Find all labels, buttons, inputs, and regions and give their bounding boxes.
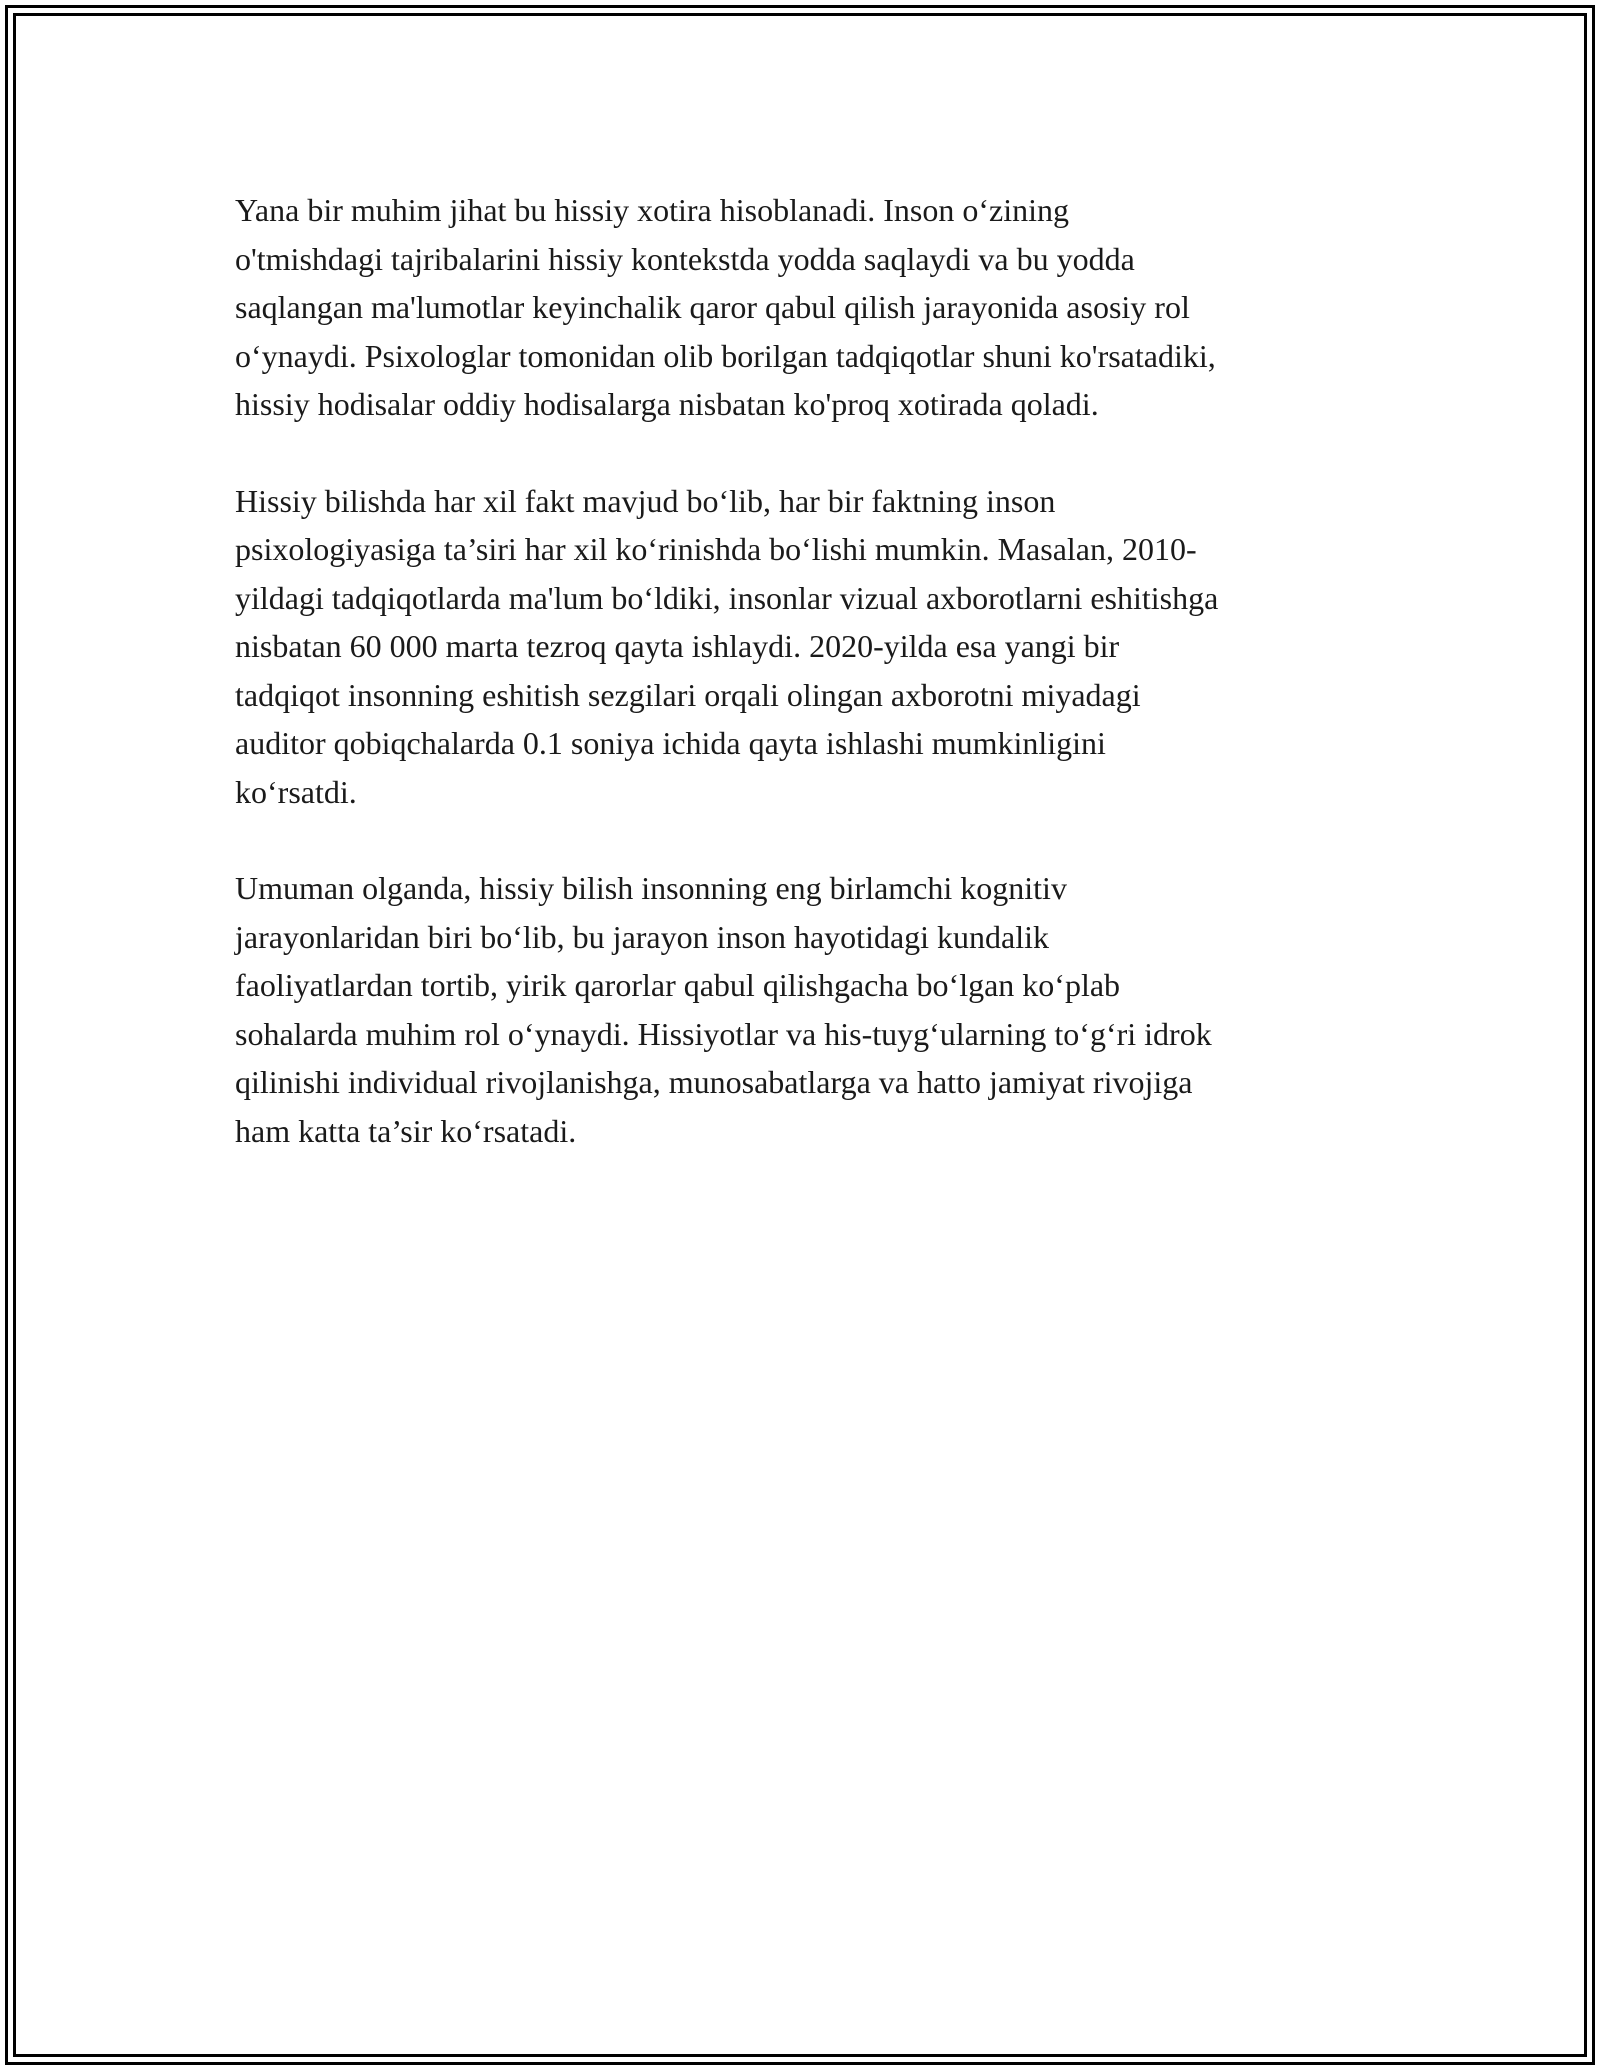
paragraph-sensory-facts — [235, 477, 1380, 817]
paragraph-conclusion — [235, 864, 1380, 1155]
text-line: o‘ynaydi. Psixologlar tomonidan olib borilgan tadqiqotlar shuni ko'rsatadiki, — [235, 337, 1216, 374]
text-line: Hissiy bilishda har xil fakt mavjud bo‘lib, har bir faktning inson — [235, 482, 1056, 519]
text-line: saqlangan ma'lumotlar keyinchalik qaror qabul qilish jarayonida asosiy rol — [235, 289, 1190, 325]
text-line: jarayonlaridan biri bo‘lib, bu jarayon inson hayotidagi kundalik — [235, 918, 1050, 955]
text-line: psixologiyasiga ta’siri har xil ko‘rinishda bo‘lishi mumkin. Masalan, 2010- — [235, 531, 1197, 567]
text-line: Yana bir muhim jihat bu hissiy xotira hisoblanadi. Inson o‘zining — [235, 192, 1070, 228]
text-line: Umuman olganda, hissiy bilish insonning eng birlamchi kognitiv — [235, 870, 1067, 906]
text-line: faoliyatlardan tortib, yirik qarorlar qabul qilishgacha bo‘lgan ko‘plab — [235, 967, 1121, 1003]
text-line: o'tmishdagi tajribalarini hissiy kontekstda yodda saqlaydi va bu yodda — [235, 240, 1135, 277]
text-line: yildagi tadqiqotlarda ma'lum bo‘ldiki, insonlar vizual axborotlarni eshitishga — [235, 579, 1219, 616]
text-line: ham katta ta’sir ko‘rsatadi. — [235, 1112, 577, 1149]
text-line: tadqiqot insonning eshitish sezgilari orqali olingan axborotni miyadagi — [235, 676, 1141, 713]
text-line: nisbatan 60 000 marta tezroq qayta ishlaydi. 2020-yilda esa yangi bir — [235, 628, 1120, 664]
document-body — [235, 186, 1380, 1203]
text-line: auditor qobiqchalarda 0.1 soniya ichida qayta ishlashi mumkinligini — [235, 725, 1106, 761]
text-line: ko‘rsatdi. — [235, 773, 357, 810]
text-line: qilinishi individual rivojlanishga, munosabatlarga va hatto jamiyat rivojiga — [235, 1064, 1193, 1100]
text-line: hissiy hodisalar oddiy hodisalarga nisbatan ko'proq xotirada qoladi. — [235, 386, 1099, 422]
text-line: sohalarda muhim rol o‘ynaydi. Hissiyotlar va his-tuyg‘ularning to‘g‘ri idrok — [235, 1015, 1212, 1052]
paragraph-emotional-memory — [235, 186, 1380, 429]
